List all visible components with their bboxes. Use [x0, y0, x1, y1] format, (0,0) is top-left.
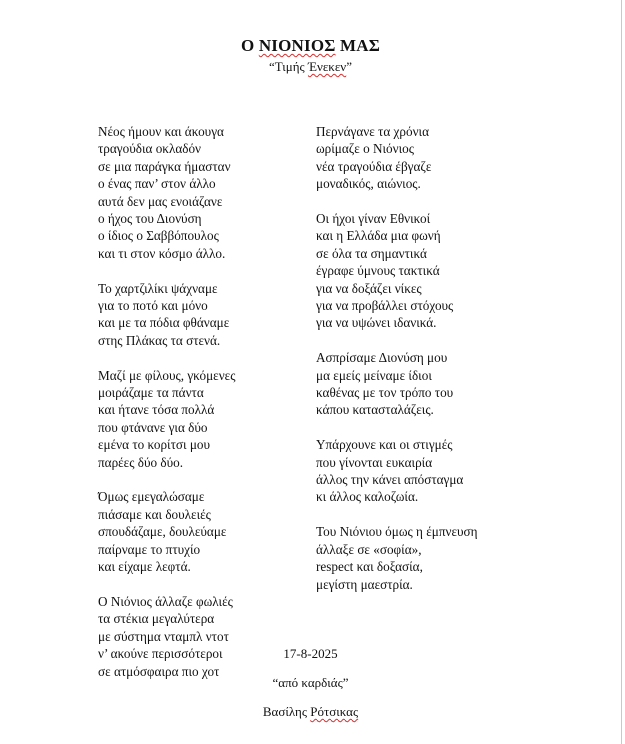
poem-stanza	[98, 280, 298, 350]
poem-line: άλλαξε σε «σοφία»,	[316, 541, 422, 557]
poem-stanza	[98, 367, 298, 471]
poem-line: respect και δοξασία,	[316, 559, 423, 575]
poem-line: πιάσαμε και δουλειές	[98, 506, 211, 522]
poem-line: Μαζί με φίλους, γκόμενες	[98, 367, 236, 383]
poem-line: αυτά δεν μας ενοιάζανε	[98, 193, 223, 209]
poem-line: που φτάνανε για δύο	[98, 419, 208, 435]
title-spellcheck-word: ΝΙΟΝΙΟΣ	[258, 36, 336, 55]
poem-line: Οι ήχοι γίναν Εθνικοί	[316, 211, 431, 227]
poem-stanza	[316, 123, 536, 193]
poem-line: σπουδάζαμε, δουλεύαμε	[98, 524, 227, 540]
poem-line: σε όλα τα σημαντικά	[316, 245, 427, 261]
poem-line: Ασπρίσαμε Διονύση μου	[316, 350, 448, 366]
author-last-name: Ρότσικας	[310, 704, 359, 719]
title-prefix: Ο	[240, 36, 259, 55]
poem-tagline: “από καρδιάς”	[272, 675, 349, 690]
poem-line: τραγούδια οκλαδόν	[98, 141, 202, 157]
poem-line: μοιράζαμε τα πάντα	[98, 385, 204, 401]
poem-line: και τι στον κόσμο άλλο.	[98, 245, 226, 261]
poem-line: ο ίδιος ο Σαββόπουλος	[98, 228, 219, 244]
title-suffix: ΜΑΣ	[335, 36, 381, 55]
poem-line: μοναδικός, αιώνιος.	[316, 176, 421, 192]
subtitle-open: “Τιμής	[269, 59, 308, 74]
poem-line: που γίνονται ευκαιρία	[316, 454, 433, 470]
poem-stanza	[98, 593, 298, 680]
poem-line: τα στέκια μεγαλύτερα	[98, 611, 215, 627]
poem-line: στης Πλάκας τα στενά.	[98, 332, 221, 348]
poem-line: για να δοξάζει νίκες	[316, 280, 422, 296]
poem-line: και είχαμε λεφτά.	[98, 559, 191, 575]
poem-line: σε ατμόσφαιρα πιο χοτ	[98, 663, 220, 679]
poem-line: νέα τραγούδια έβγαζε	[316, 158, 432, 174]
poem-left-column	[98, 123, 298, 680]
poem-line: σε μια παράγκα ήμασταν	[98, 158, 231, 174]
poem-line: ο ένας παν’ στον άλλο	[98, 176, 216, 192]
poem-line: και η Ελλάδα μια φωνή	[316, 228, 441, 244]
poem-line: ν’ ακούνε περισσότεροι	[98, 646, 223, 662]
poem-line: Ο Νιόνιος άλλαζε φωλιές	[98, 593, 233, 609]
poem-author	[0, 704, 621, 720]
poem-line: άλλος την κάνει απόσταγμα	[316, 472, 464, 488]
poem-stanza	[316, 210, 536, 332]
poem-line: και με τα πόδια φθάναμε	[98, 315, 230, 331]
subtitle-close: ”	[346, 59, 352, 74]
poem-date: 17-8-2025	[283, 646, 338, 661]
poem-stanza	[316, 349, 536, 419]
poem-line: Όμως εμεγαλώσαμε	[98, 489, 205, 505]
poem-line: μα εμείς μείναμε ίδιοι	[316, 367, 432, 383]
poem-line: για το ποτό και μόνο	[98, 298, 208, 314]
poem-subtitle	[0, 59, 621, 75]
poem-stanza	[316, 523, 536, 593]
poem-stanza	[98, 123, 298, 262]
poem-line: Περνάγανε τα χρόνια	[316, 124, 430, 139]
poem-line: καθένας με τον τρόπο του	[316, 385, 454, 401]
poem-line: Νέος ήμουν και άκουγα	[98, 124, 224, 139]
author-first-name: Βασίλης	[262, 704, 311, 719]
poem-line: για να προβάλλει στόχους	[316, 298, 454, 314]
subtitle-spellcheck-word: Ένεκεν	[307, 59, 347, 74]
poem-line: παρέες δύο δύο.	[98, 454, 184, 470]
poem-line: κι άλλος καλοζωία.	[316, 489, 419, 505]
poem-line: ωρίμαζε ο Νιόνιος	[316, 141, 414, 157]
poem-line: κάπου κατασταλάζεις.	[316, 402, 434, 418]
poem-line: με σύστημα νταμπλ ντοτ	[98, 628, 229, 644]
poem-stanza	[98, 488, 298, 575]
poem-line: παίρναμε το πτυχίο	[98, 541, 201, 557]
poem-line: εμένα το κορίτσι μου	[98, 437, 211, 453]
poem-line: ο ήχος του Διονύση	[98, 211, 202, 227]
poem-right-column	[316, 123, 536, 593]
poem-line: Το χαρτζιλίκι ψάχναμε	[98, 280, 218, 296]
poem-line: Του Νιόνιου όμως η έμπνευση	[316, 524, 478, 540]
poem-line: έγραφε ύμνους τακτικά	[316, 263, 440, 279]
poem-line: και ήτανε τόσα πολλά	[98, 402, 215, 418]
poem-stanza	[316, 436, 536, 506]
poem-line: για να υψώνει ιδανικά.	[316, 315, 437, 331]
poem-line: Υπάρχουνε και οι στιγμές	[316, 437, 453, 453]
poem-title	[0, 36, 621, 56]
poem-line: μεγίστη μαεστρία.	[316, 576, 413, 592]
